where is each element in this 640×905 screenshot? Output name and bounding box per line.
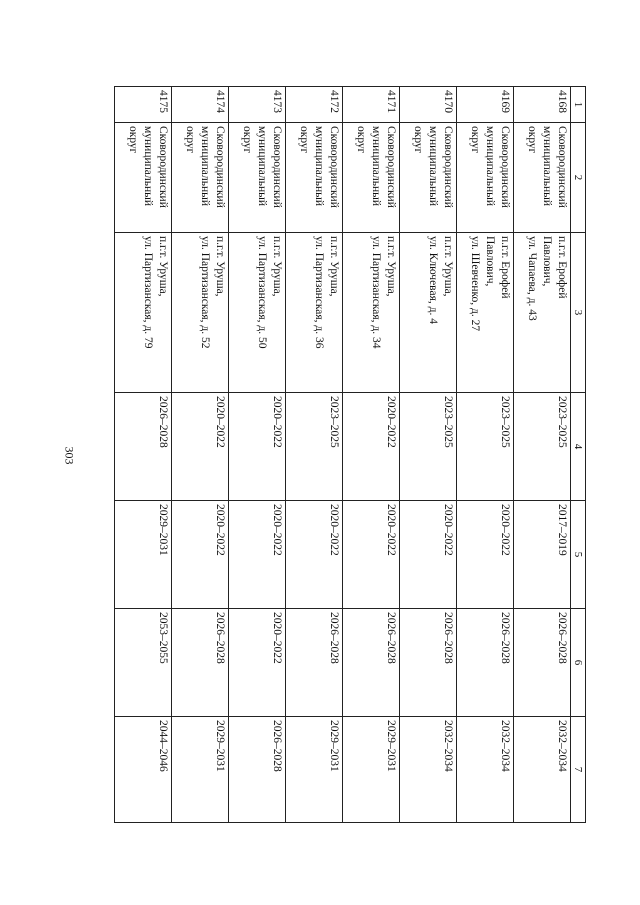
period-cell-col-4: 2026–2028 xyxy=(115,393,172,501)
header-cell-6: 6 xyxy=(570,609,585,717)
period-cell-col-5: 2020–2022 xyxy=(342,501,399,609)
cell-text-line: Сковородинский xyxy=(441,126,454,208)
district-cell xyxy=(456,123,513,233)
table-row xyxy=(513,87,570,823)
address-cell xyxy=(513,233,570,393)
period-cell-col-4: 2023–2025 xyxy=(285,393,342,501)
period-cell-col-5: 2020–2022 xyxy=(285,501,342,609)
cell-text-line: ул. Партизанская, д. 34 xyxy=(369,236,382,349)
cell-text-line: Сковородинский xyxy=(555,126,568,208)
district-cell xyxy=(285,123,342,233)
cell-text-line: Сковородинский xyxy=(498,126,511,208)
rotated-table-wrapper xyxy=(114,86,586,822)
period-cell-col-5: 2020–2022 xyxy=(228,501,285,609)
cell-text-line: Сковородинский xyxy=(270,126,283,208)
header-cell-5: 5 xyxy=(570,501,585,609)
period-cell-col-7: 2029–2031 xyxy=(172,717,229,823)
header-cell-1: 1 xyxy=(570,87,585,123)
cell-text-line: п.г.т. Уруша, xyxy=(270,236,283,297)
row-number-cell: 4170 xyxy=(399,87,456,123)
period-cell-col-6: 2026–2028 xyxy=(456,609,513,717)
row-number-cell: 4171 xyxy=(342,87,399,123)
period-cell-col-6: 2053–2055 xyxy=(115,609,172,717)
cell-text-line: муниципальный xyxy=(256,126,268,207)
cell-text-line: Сковородинский xyxy=(213,126,226,208)
period-cell-col-5: 2029–2031 xyxy=(115,501,172,609)
cell-text-line: Павлович, xyxy=(483,236,496,287)
district-cell xyxy=(172,123,229,233)
cell-text-line: муниципальный xyxy=(483,126,496,207)
cell-text-line: ул. Партизанская, д. 52 xyxy=(199,236,212,349)
period-cell-col-4: 2023–2025 xyxy=(513,393,570,501)
period-cell-col-7: 2029–2031 xyxy=(342,717,399,823)
cell-text-line: п.г.т. Ерофей xyxy=(498,236,511,299)
row-number-cell: 4169 xyxy=(456,87,513,123)
table-row xyxy=(228,87,285,823)
period-cell-col-5: 2017–2019 xyxy=(513,501,570,609)
cell-text-line: муниципальный xyxy=(540,126,553,207)
header-cell-3: 3 xyxy=(570,233,585,393)
period-cell-col-7: 2032–2034 xyxy=(399,717,456,823)
address-cell xyxy=(285,233,342,393)
cell-text-line: муниципальный xyxy=(312,126,325,207)
header-cell-7: 7 xyxy=(570,717,585,823)
period-cell-col-5: 2020–2022 xyxy=(399,501,456,609)
period-cell-col-4: 2023–2025 xyxy=(399,393,456,501)
cell-text-line: ул. Чапаева, д. 43 xyxy=(525,236,538,321)
period-cell-col-4: 2023–2025 xyxy=(456,393,513,501)
period-cell-col-7: 2026–2028 xyxy=(228,717,285,823)
period-cell-col-6: 2026–2028 xyxy=(513,609,570,717)
cell-text-line: Сковородинский xyxy=(384,126,397,208)
period-cell-col-4: 2020–2022 xyxy=(342,393,399,501)
cell-text-line: ул. Партизанская, д. 79 xyxy=(142,236,155,349)
table-row xyxy=(342,87,399,823)
cell-text-line: муниципальный xyxy=(142,126,155,207)
cell-text-line: округ xyxy=(411,126,424,154)
cell-text-line: муниципальный xyxy=(199,126,212,207)
cell-text-line: п.г.т. Уруша, xyxy=(327,236,340,297)
period-cell-col-7: 2032–2034 xyxy=(456,717,513,823)
header-cell-2: 2 xyxy=(570,123,585,233)
address-cell xyxy=(456,233,513,393)
cell-text-line: п.г.т. Уруша, xyxy=(157,236,170,297)
address-cell xyxy=(172,233,229,393)
period-cell-col-4: 2020–2022 xyxy=(172,393,229,501)
row-number-cell: 4172 xyxy=(285,87,342,123)
period-cell-col-7: 2032–2034 xyxy=(513,717,570,823)
cell-text-line: округ xyxy=(127,126,140,154)
row-number-cell: 4175 xyxy=(115,87,172,123)
cell-text-line: округ xyxy=(298,126,311,154)
period-cell-col-7: 2029–2031 xyxy=(285,717,342,823)
address-cell xyxy=(399,233,456,393)
district-cell xyxy=(115,123,172,233)
period-cell-col-6: 2026–2028 xyxy=(342,609,399,717)
cell-text-line: ул. Шевченко, д. 27 xyxy=(468,236,481,332)
address-cell xyxy=(228,233,285,393)
header-row xyxy=(570,87,585,823)
table-row xyxy=(456,87,513,823)
cell-text-line: муниципальный xyxy=(369,126,382,207)
cell-text-line: округ xyxy=(525,126,538,154)
period-cell-col-6: 2026–2028 xyxy=(399,609,456,717)
table-body xyxy=(115,87,586,823)
page-number: 303 xyxy=(62,446,77,465)
table-row xyxy=(172,87,229,823)
period-cell-col-5: 2020–2022 xyxy=(456,501,513,609)
cell-text-line: п.г.т. Ерофей xyxy=(555,236,568,299)
table-row xyxy=(399,87,456,823)
table-row xyxy=(285,87,342,823)
period-cell-col-6: 2026–2028 xyxy=(172,609,229,717)
period-cell-col-7: 2044–2046 xyxy=(115,717,172,823)
cell-text-line: округ xyxy=(468,126,481,154)
row-number-cell: 4173 xyxy=(228,87,285,123)
cell-text-line: округ xyxy=(241,126,254,154)
cell-text-line: Сковородинский xyxy=(327,126,340,208)
period-cell-col-6: 2026–2028 xyxy=(285,609,342,717)
cell-text-line: Павлович, xyxy=(540,236,553,287)
district-cell xyxy=(228,123,285,233)
data-table xyxy=(114,86,586,823)
cell-text-line: ул. Партизанская, д. 50 xyxy=(256,236,268,349)
cell-text-line: п.г.т. Уруша, xyxy=(384,236,397,297)
header-cell-4: 4 xyxy=(570,393,585,501)
cell-text-line: ул. Партизанская, д. 36 xyxy=(312,236,325,349)
period-cell-col-4: 2020–2022 xyxy=(228,393,285,501)
cell-text-line: п.г.т. Уруша, xyxy=(441,236,454,297)
row-number-cell: 4168 xyxy=(513,87,570,123)
cell-text-line: ул. Ключевая, д. 4 xyxy=(426,236,439,324)
table-area xyxy=(114,86,586,822)
cell-text-line: п.г.т. Уруша, xyxy=(213,236,226,297)
address-cell xyxy=(115,233,172,393)
cell-text-line: округ xyxy=(354,126,367,154)
period-cell-col-5: 2020–2022 xyxy=(172,501,229,609)
table-row xyxy=(115,87,172,823)
district-cell xyxy=(342,123,399,233)
row-number-cell: 4174 xyxy=(172,87,229,123)
district-cell xyxy=(399,123,456,233)
cell-text-line: Сковородинский xyxy=(157,126,170,208)
period-cell-col-6: 2020–2022 xyxy=(228,609,285,717)
cell-text-line: муниципальный xyxy=(426,126,439,207)
address-cell xyxy=(342,233,399,393)
district-cell xyxy=(513,123,570,233)
cell-text-line: округ xyxy=(184,126,197,154)
